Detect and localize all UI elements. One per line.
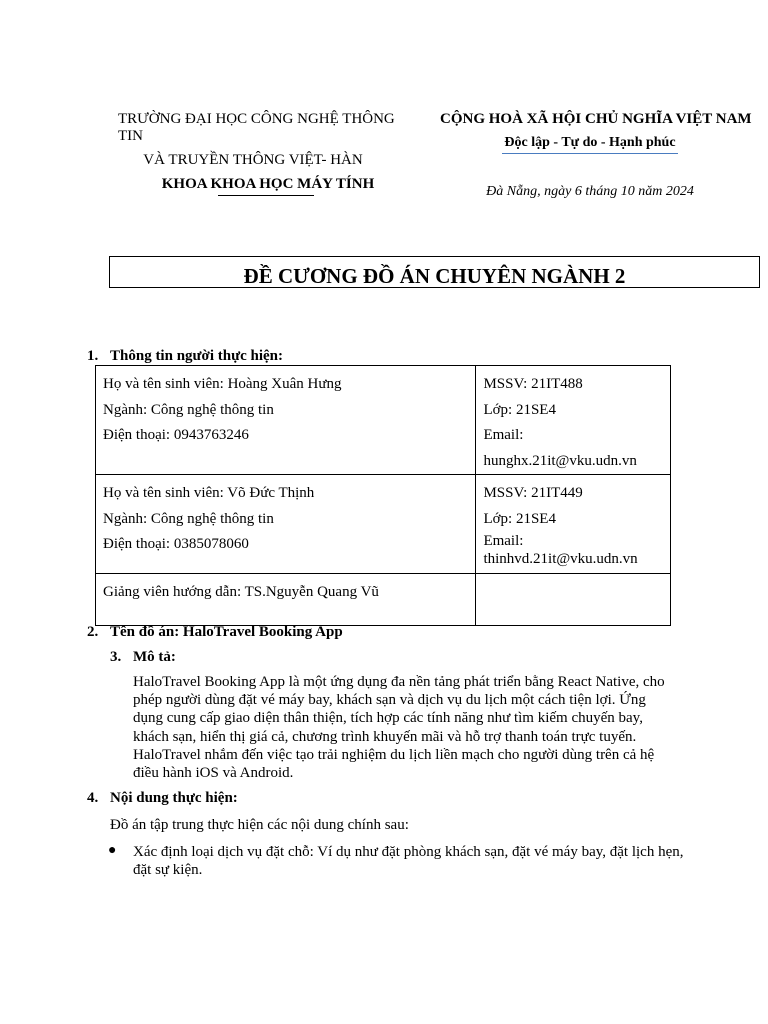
faculty-underline xyxy=(218,195,314,196)
content-intro: Đồ án tập trung thực hiện các nội dung chính sau: xyxy=(110,817,409,833)
section3-number: 3. xyxy=(110,649,122,665)
document-date: Đà Nẵng, ngày 6 tháng 10 năm 2024 xyxy=(486,184,694,199)
student-info-table xyxy=(95,365,671,626)
document-title: ĐỀ CƯƠNG ĐỒ ÁN CHUYÊN NGÀNH 2 xyxy=(243,264,626,288)
student2-mssv: MSSV: 21IT449 xyxy=(483,485,583,501)
student1-major: Ngành: Công nghệ thông tin xyxy=(103,401,274,418)
student1-mssv: MSSV: 21IT488 xyxy=(483,376,583,392)
list-item: Xác định loại dịch vụ đặt chỗ: Ví dụ như đặt phòng khách sạn, đặt vé máy bay, đặt lịch hẹn, đặt sự kiện. xyxy=(133,844,684,878)
supervisor-cell xyxy=(96,574,476,626)
student2-class: Lớp: 21SE4 xyxy=(483,510,556,527)
nation-motto: Độc lập - Tự do - Hạnh phúc xyxy=(504,135,676,150)
table-row xyxy=(96,475,671,574)
section4-number: 4. xyxy=(87,790,99,806)
student2-id-cell xyxy=(476,475,671,574)
table-row xyxy=(96,366,671,475)
project-description: HaloTravel Booking App là một ứng dụng đa nền tảng phát triển bằng React Native, cho phép người dùng đặt vé máy bay, khách sạn và dịch vụ du lịch một cách tiện lợi. Ứng dụng cung cấp giao diện thân thiện, tích hợp các tính năng như tìm kiếm chuyến bay, khách sạn, hiển thị giá cả, chương trình khuyến mãi và hỗ trợ thanh toán trực tuyến. HaloTravel nhắm đến việc tạo trải nghiệm du lịch liền mạch cho người dùng trên cả hệ điều hành iOS và Android. xyxy=(133,674,665,782)
student2-major: Ngành: Công nghệ thông tin xyxy=(103,510,274,527)
section2-title: Tên đồ án: HaloTravel Booking App xyxy=(110,624,343,640)
student1-id-cell xyxy=(476,366,671,475)
student2-email-label: Email: xyxy=(483,533,524,549)
bullet-icon: ● xyxy=(108,843,117,858)
university-name-line2: VÀ TRUYỀN THÔNG VIỆT- HÀN xyxy=(143,152,363,168)
faculty-name: KHOA KHOA HỌC MÁY TÍNH xyxy=(161,176,375,192)
student1-class: Lớp: 21SE4 xyxy=(483,401,556,418)
student2-info-cell xyxy=(96,475,476,574)
university-name-line1: TRƯỜNG ĐẠI HỌC CÔNG NGHỆ THÔNG TIN xyxy=(118,111,395,144)
nation-title: CỘNG HOÀ XÃ HỘI CHỦ NGHĨA VIỆT NAM xyxy=(440,111,752,127)
section1-title: Thông tin người thực hiện: xyxy=(110,348,284,364)
section2-number: 2. xyxy=(87,624,99,640)
student2-email: thinhvd.21it@vku.udn.vn xyxy=(483,551,638,567)
student2-name: Họ và tên sinh viên: Võ Đức Thịnh xyxy=(103,485,315,501)
supervisor-name: Giảng viên hướng dẫn: TS.Nguyễn Quang Vũ xyxy=(103,584,379,600)
student1-name: Họ và tên sinh viên: Hoàng Xuân Hưng xyxy=(103,376,342,392)
student1-info-cell xyxy=(96,366,476,475)
student1-phone: Điện thoại: 0943763246 xyxy=(103,427,249,443)
student2-phone: Điện thoại: 0385078060 xyxy=(103,536,249,552)
title-box xyxy=(109,256,760,288)
student1-email: hunghx.21it@vku.udn.vn xyxy=(483,452,637,469)
section1-number: 1. xyxy=(87,348,99,364)
motto-underline xyxy=(502,153,678,154)
student1-email-label: Email: xyxy=(483,427,524,443)
section4-title: Nội dung thực hiện: xyxy=(110,790,238,806)
section3-title: Mô tả: xyxy=(133,649,176,665)
table-row xyxy=(96,574,671,626)
empty-cell xyxy=(476,574,671,626)
